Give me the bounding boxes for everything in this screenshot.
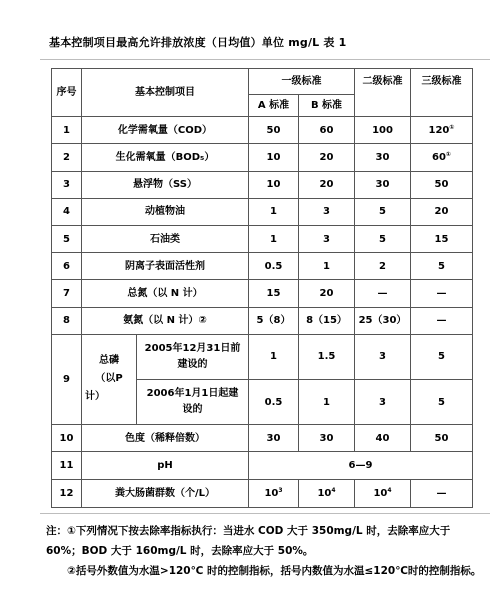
cell-value: 10	[264, 487, 279, 499]
cell-grade1-b: 30	[299, 425, 355, 452]
cell-grade2: 3	[355, 334, 411, 379]
cell-grade1-a: 1	[249, 334, 299, 379]
cell-grade1-b: 1	[299, 379, 355, 424]
cell-grade3: 50	[411, 171, 473, 198]
cell-grade1-a: 0.5	[249, 379, 299, 424]
cell-grade2: 40	[355, 425, 411, 452]
cell-grade1-b: 1	[299, 253, 355, 280]
table-row	[52, 452, 473, 479]
footnote-mark: ①	[445, 151, 451, 159]
table-row	[52, 280, 473, 307]
table-title: 基本控制项目最高允许排放浓度（日均值）单位 mg/L 表 1	[49, 36, 347, 49]
divider-top	[40, 59, 490, 60]
cell-grade3: 15	[411, 226, 473, 253]
standards-table	[51, 68, 473, 508]
subcategory-line: 2006年1月1日起建	[146, 388, 239, 400]
row-number: 11	[52, 452, 82, 479]
cell-grade1-a: 30	[249, 425, 299, 452]
cell-grade1-a: 10	[249, 171, 299, 198]
cell-grade1-a: 10	[249, 144, 299, 171]
cell-grade3: 5	[411, 379, 473, 424]
cell-grade3: 50	[411, 425, 473, 452]
cell-grade1-b: 3	[299, 198, 355, 225]
cell-grade2: 100	[355, 117, 411, 144]
subcategory-line: 设的	[182, 404, 203, 416]
subcategory-line: 2005年12月31日前	[144, 342, 241, 354]
cell-grade2: 5	[355, 226, 411, 253]
row-item: 生化需氧量（BOD₅）	[82, 144, 249, 171]
cell-value: 10	[317, 487, 332, 499]
row-item-line: 总磷	[99, 355, 119, 367]
subcategory-line: 建设的	[177, 358, 208, 370]
row-number: 9	[52, 334, 82, 425]
cell-grade2: 3	[355, 379, 411, 424]
cell-value: 120	[428, 124, 450, 136]
header-grade3: 三级标准	[411, 69, 473, 117]
cell-grade1-a: 50	[249, 117, 299, 144]
footnote-2: ②括号外数值为水温>120℃ 时的控制指标，括号内数值为水温≤120℃时的控制指标。	[67, 565, 482, 577]
row-item: 石油类	[82, 226, 249, 253]
header-grade1: 一级标准	[249, 69, 355, 95]
row-item: 色度（稀释倍数）	[82, 425, 249, 452]
row-item: 动植物油	[82, 198, 249, 225]
cell-grade1-b: 8（15）	[299, 307, 355, 334]
cell-grade1-b: 3	[299, 226, 355, 253]
cell-grade1-b: 20	[299, 144, 355, 171]
cell-grade2: 30	[355, 144, 411, 171]
row-number: 10	[52, 425, 82, 452]
table-row	[52, 425, 473, 452]
table-row	[52, 226, 473, 253]
cell-grade1-b	[299, 479, 355, 507]
cell-grade1-b: 1.5	[299, 334, 355, 379]
row-item: 氨氮（以 N 计）②	[82, 307, 249, 334]
table-row	[52, 171, 473, 198]
header-row-1	[52, 69, 473, 95]
cell-grade1-a: 1	[249, 198, 299, 225]
cell-grade3: —	[411, 307, 473, 334]
row-number: 12	[52, 479, 82, 507]
cell-grade1-b: 20	[299, 280, 355, 307]
cell-grade3: —	[411, 280, 473, 307]
cell-value: 60	[431, 152, 446, 164]
exponent: 4	[387, 486, 392, 494]
cell-grade2: 25（30）	[355, 307, 411, 334]
header-seq: 序号	[52, 69, 82, 117]
footnotes	[46, 521, 486, 581]
table-row	[52, 479, 473, 507]
cell-grade3	[411, 117, 473, 144]
cell-grade1-a: 5（8）	[249, 307, 299, 334]
subcategory-label	[137, 379, 249, 424]
cell-grade3: 20	[411, 198, 473, 225]
footnote-1: 注：①下列情况下按去除率指标执行：当进水 COD 大于 350mg/L 时，去除率应大于 60%；BOD 大于 160mg/L 时，去除率应大于 50%。	[46, 525, 451, 557]
cell-grade3: 5	[411, 334, 473, 379]
cell-grade1-b: 20	[299, 171, 355, 198]
table-row	[52, 307, 473, 334]
row-item-line: 计）	[85, 391, 105, 403]
cell-grade1-b: 60	[299, 117, 355, 144]
footnote-mark: ①	[449, 123, 455, 131]
cell-grade3: —	[411, 479, 473, 507]
cell-grade2: 5	[355, 198, 411, 225]
header-grade2: 二级标准	[355, 69, 411, 117]
row-number: 1	[52, 117, 82, 144]
cell-value: 10	[373, 487, 388, 499]
row-number: 7	[52, 280, 82, 307]
table-row	[52, 198, 473, 225]
cell-grade1-a: 1	[249, 226, 299, 253]
row-number: 6	[52, 253, 82, 280]
row-number: 3	[52, 171, 82, 198]
header-item: 基本控制项目	[82, 69, 249, 117]
cell-grade2	[355, 479, 411, 507]
subcategory-label	[137, 334, 249, 379]
cell-grade3: 5	[411, 253, 473, 280]
row-number: 2	[52, 144, 82, 171]
row-item: 阴离子表面活性剂	[82, 253, 249, 280]
cell-grade3	[411, 144, 473, 171]
row-item: pH	[82, 452, 249, 479]
table-row	[52, 253, 473, 280]
table-row	[52, 117, 473, 144]
cell-grade2: —	[355, 280, 411, 307]
cell-grade1-a: 15	[249, 280, 299, 307]
divider-bottom	[40, 513, 490, 514]
table-row	[52, 144, 473, 171]
cell-grade1-a: 0.5	[249, 253, 299, 280]
cell-ph-range: 6—9	[249, 452, 473, 479]
row-item: 总氮（以 N 计）	[82, 280, 249, 307]
row-number: 4	[52, 198, 82, 225]
header-grade1-b: B 标准	[299, 95, 355, 117]
row-item-line: （以P	[95, 373, 123, 385]
exponent: 3	[278, 486, 283, 494]
row-item: 粪大肠菌群数（个/L）	[82, 479, 249, 507]
cell-grade1-a	[249, 479, 299, 507]
cell-grade2: 2	[355, 253, 411, 280]
row-number: 5	[52, 226, 82, 253]
table-row	[52, 334, 473, 379]
row-item-phosphorus	[82, 334, 137, 425]
exponent: 4	[331, 486, 336, 494]
cell-grade2: 30	[355, 171, 411, 198]
row-number: 8	[52, 307, 82, 334]
row-item: 化学需氧量（COD）	[82, 117, 249, 144]
row-item: 悬浮物（SS）	[82, 171, 249, 198]
header-grade1-a: A 标准	[249, 95, 299, 117]
